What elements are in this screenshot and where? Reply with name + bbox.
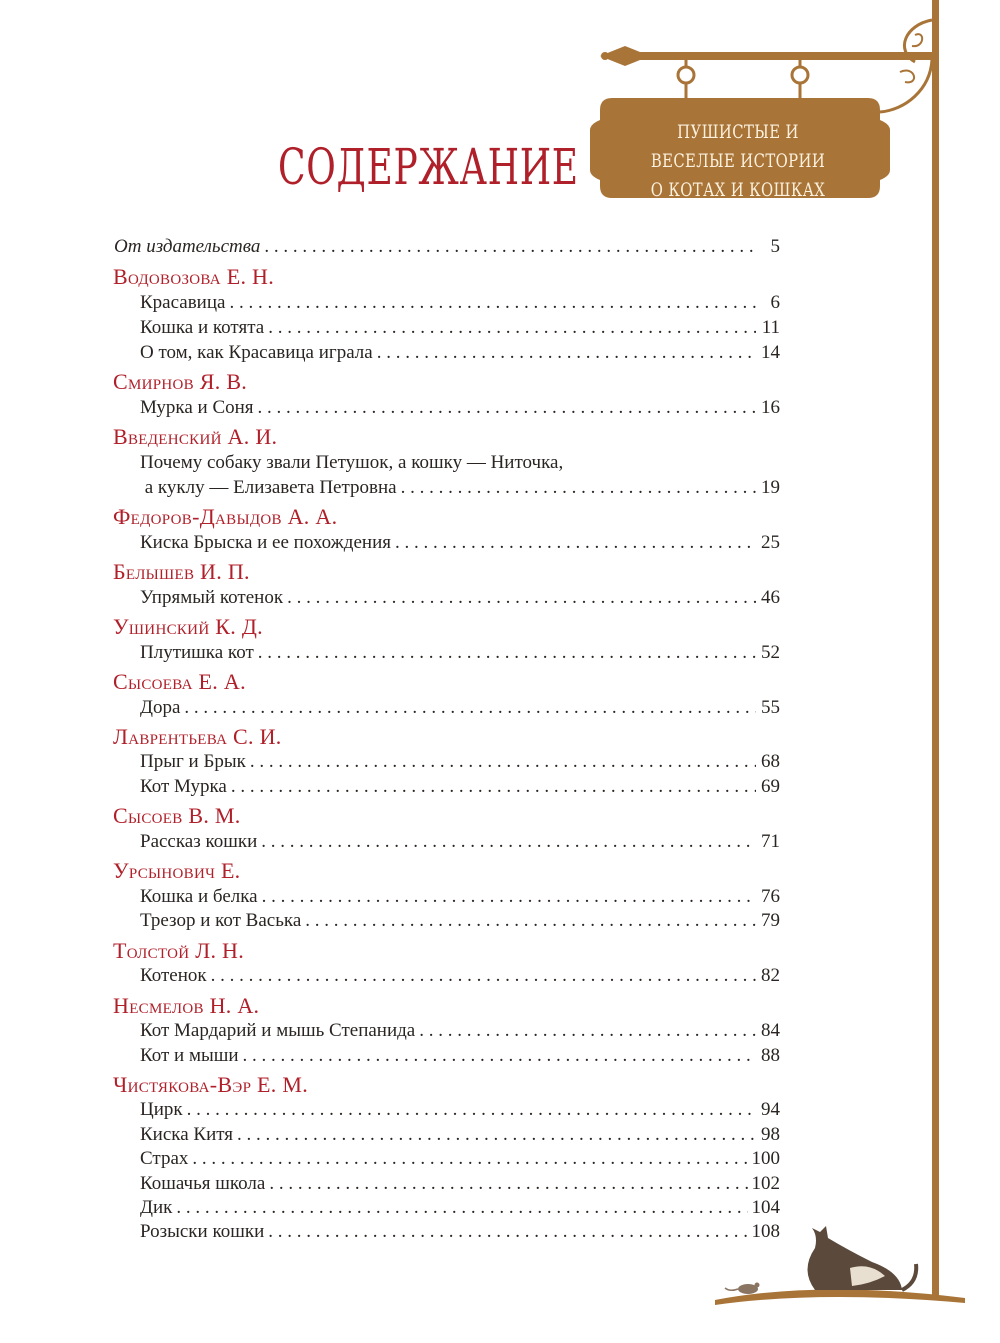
page-number: 76 [761,886,780,907]
dot-leader [395,532,756,554]
page-number: 14 [761,342,780,363]
page-number: 19 [761,477,780,498]
sign-caption-line1: ПУШИСТЫЕ И ВЕСЕЛЫЕ ИСТОРИИ [650,121,826,172]
dot-leader [305,910,756,932]
entry-title: а куклу — Елизавета Петровна [140,477,397,498]
entry-title: Кошка и котята [140,317,265,338]
entry-title: Красавица [140,292,226,313]
toc-entry[interactable] [140,317,780,339]
dot-leader [237,1124,756,1146]
toc-entry[interactable] [140,776,780,798]
entry-title: Цирк [140,1099,183,1120]
page-number: 25 [761,532,780,553]
entry-title: Страх [140,1148,189,1169]
sign-caption-line2: О КОТАХ И КОШКАХ [650,179,826,201]
author-heading: Федоров-Давыдов А. А. [113,504,338,529]
dot-leader [419,1020,756,1042]
entry-title: Кошка и белка [140,886,258,907]
toc-entry-intro[interactable] [114,236,780,258]
toc-entry[interactable] [140,910,780,932]
dot-leader [258,397,756,419]
toc-entry[interactable] [140,1045,780,1067]
dot-leader [243,1045,756,1067]
entry-title: Киска Китя [140,1124,234,1145]
page-number: 52 [761,642,780,663]
entry-title: Розыски кошки [140,1221,265,1242]
entry-title: Прыг и Брык [140,751,246,772]
page-number: 69 [761,776,780,797]
author-heading: Смирнов Я. В. [113,369,248,394]
page-number: 100 [751,1148,780,1169]
toc-entry[interactable] [140,751,780,773]
page-number: 82 [761,965,780,986]
toc-entry[interactable] [140,532,780,554]
toc-entry[interactable] [140,587,780,609]
toc-entry[interactable] [140,292,780,314]
dot-leader [176,1197,747,1219]
dot-leader [287,587,756,609]
toc-entry[interactable] [140,1173,780,1195]
entry-title: Дора [140,697,181,718]
page-number: 88 [761,1045,780,1066]
author-heading: Сысоев В. М. [113,803,241,828]
author-heading: Белышев И. П. [113,559,250,584]
author-heading: Чистякова-Вэр Е. М. [113,1072,309,1097]
toc-entry[interactable] [140,1197,780,1219]
page-number: 55 [761,697,780,718]
entry-title: Рассказ кошки [140,831,258,852]
page-number: 71 [761,831,780,852]
toc-entry[interactable] [140,831,780,853]
page-title: СОДЕРЖАНИЕ [278,137,579,196]
author-heading: Введенский А. И. [113,424,278,449]
toc-entry[interactable] [140,886,780,908]
entry-title: Дик [140,1197,173,1218]
dot-leader [211,965,756,987]
entry-title: Киска Брыска и ее похождения [140,532,391,553]
page-number: 108 [751,1221,780,1242]
author-heading: Водовозова Е. Н. [113,264,275,289]
dot-leader [184,697,756,719]
dot-leader [187,1099,756,1121]
entry-title-line1: Почему собаку звали Петушок, а кошку — Ниточка, [140,452,564,473]
dot-leader [258,642,756,664]
toc-entry[interactable] [140,965,780,987]
author-heading: Урсынович Е. [113,858,241,883]
entry-title: Плутишка кот [140,642,254,663]
page-number: 16 [761,397,780,418]
page-number: 104 [751,1197,780,1218]
page-number: 98 [761,1124,780,1145]
toc-entry[interactable] [140,477,780,499]
dot-leader [377,342,756,364]
page-number: 11 [761,317,780,338]
page-number: 94 [761,1099,780,1120]
entry-title: Кот и мыши [140,1045,239,1066]
dot-leader [261,831,756,853]
toc-entry[interactable] [140,1099,780,1121]
entry-title: От издательства [114,236,261,257]
toc-entry[interactable] [140,642,780,664]
dot-leader [231,776,756,798]
entry-title: Кот Мардарий и мышь Степанида [140,1020,416,1041]
toc-entry[interactable] [140,342,780,364]
page-number: 46 [761,587,780,608]
page-number: 6 [770,292,780,313]
entry-title: Кот Мурка [140,776,227,797]
page-number: 5 [770,236,780,257]
page-number: 79 [761,910,780,931]
entry-title: Трезор и кот Васька [140,910,302,931]
dot-leader [268,317,756,339]
toc-entry[interactable] [140,1148,780,1170]
entry-title: Мурка и Соня [140,397,254,418]
toc-entry[interactable] [140,1020,780,1042]
dot-leader [401,477,756,499]
dot-leader [269,1173,747,1195]
author-heading: Толстой Л. Н. [113,938,245,963]
dot-leader [264,236,756,258]
dot-leader [192,1148,747,1170]
entry-title: Упрямый котенок [140,587,284,608]
author-heading: Сысоева Е. А. [113,669,246,694]
toc-entry[interactable] [140,697,780,719]
entry-title: Кошачья школа [140,1173,266,1194]
author-heading: Лаврентьева С. И. [113,724,282,749]
toc-entry[interactable] [140,1124,780,1146]
dot-leader [268,1221,747,1243]
toc-entry[interactable] [140,1221,780,1243]
dot-leader [262,886,756,908]
dot-leader [229,292,756,314]
toc-entry[interactable] [140,397,780,419]
author-heading: Ушинский К. Д. [113,614,263,639]
entry-title: О том, как Красавица играла [140,342,373,363]
author-heading: Несмелов Н. А. [113,993,260,1018]
page-number: 84 [761,1020,780,1041]
page-number: 68 [761,751,780,772]
dot-leader [250,751,756,773]
entry-title: Котенок [140,965,207,986]
page-number: 102 [751,1173,780,1194]
